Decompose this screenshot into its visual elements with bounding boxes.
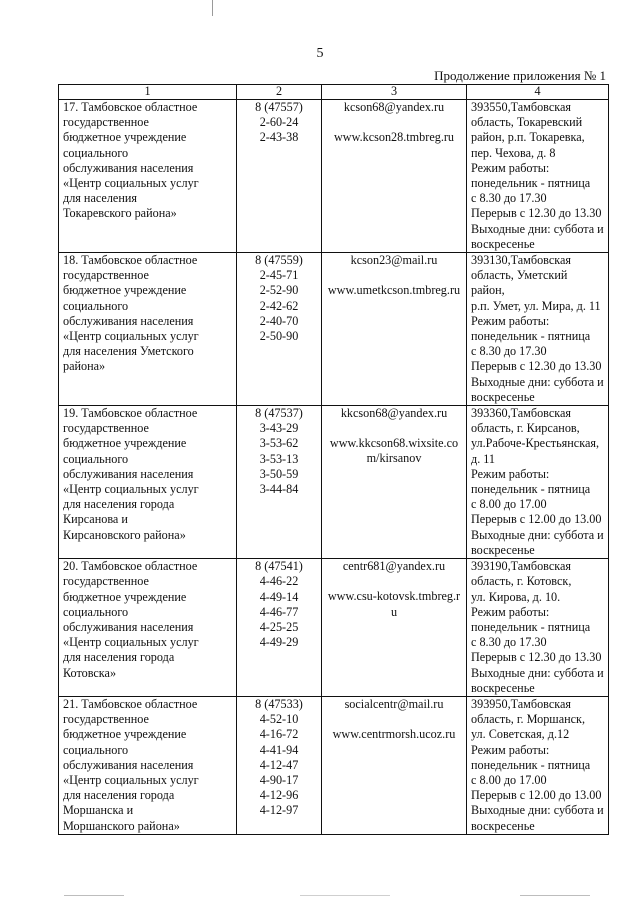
- institution-name-line: социального: [63, 604, 129, 619]
- address-line: Перерыв с 12.30 до 13.30: [471, 650, 602, 665]
- table-row: [59, 100, 609, 253]
- phone-number: 4-52-10: [259, 712, 299, 727]
- phone-number: 8 (47559): [255, 253, 303, 268]
- phone-number: 8 (47537): [255, 406, 303, 421]
- column-header-3: 3: [322, 85, 467, 100]
- institution-name-line: бюджетное учреждение: [63, 436, 187, 451]
- address-line: 393950,Тамбовская: [471, 696, 572, 711]
- address-line: область, Уметский район,: [471, 268, 568, 298]
- institution-name-line: 17. Тамбовское областное: [63, 100, 198, 114]
- phone-number: 4-12-97: [259, 803, 299, 818]
- table-row: [59, 406, 609, 559]
- address-line: Перерыв с 12.00 до 13.00: [471, 512, 602, 527]
- scan-artifact-mark: [520, 895, 590, 896]
- institution-name-line: «Центр социальных услуг: [63, 176, 199, 191]
- institution-name-line: государственное: [63, 421, 149, 436]
- spacer: [326, 712, 462, 727]
- phone-cell: [237, 559, 322, 697]
- address-line: область, Токаревский: [471, 115, 583, 130]
- institution-name-line: бюджетное учреждение: [63, 130, 187, 145]
- institution-name-cell: [59, 406, 237, 559]
- address-line: Выходные дни: суббота и: [471, 527, 604, 542]
- institution-name-line: 18. Тамбовское областное: [63, 253, 198, 268]
- institution-name-line: государственное: [63, 115, 149, 130]
- address-line: Перерыв с 12.00 до 13.00: [471, 788, 602, 803]
- institution-name-line: Моршанска и: [63, 803, 134, 818]
- spacer: [326, 268, 462, 283]
- institution-name-line: государственное: [63, 712, 149, 727]
- phone-number: 2-40-70: [259, 313, 299, 328]
- address-line: воскресенье: [471, 236, 535, 251]
- institution-name-line: социального: [63, 451, 129, 466]
- address-line: Режим работы:: [471, 313, 550, 328]
- address-schedule-cell: [467, 406, 609, 559]
- institution-name-cell: [59, 100, 237, 253]
- phone-number: 4-41-94: [259, 742, 299, 757]
- phone-number: 2-50-90: [259, 329, 299, 344]
- website-url: www.kkcson68.wixsite.com/kirsanov: [329, 436, 459, 466]
- phone-number: 3-50-59: [259, 466, 299, 481]
- address-line: Выходные дни: суббота и: [471, 665, 604, 680]
- address-line: р.п. Умет, ул. Мира, д. 11: [471, 298, 601, 313]
- institution-name-cell: [59, 696, 237, 834]
- address-line: воскресенье: [471, 818, 535, 833]
- page-number: 5: [316, 46, 324, 61]
- institution-name-line: Кирсанова и: [63, 512, 128, 527]
- institution-name-line: обслуживания населения: [63, 619, 194, 634]
- address-line: Выходные дни: суббота и: [471, 221, 604, 236]
- institution-name-line: для населения города: [63, 650, 175, 665]
- address-line: понедельник - пятница: [471, 757, 591, 772]
- website-url: www.csu-kotovsk.tmbreg.ru: [327, 589, 461, 619]
- phone-number: 4-46-22: [259, 574, 299, 589]
- phone-number: 2-43-38: [259, 130, 299, 145]
- institution-name-line: «Центр социальных услуг: [63, 329, 199, 344]
- phone-number: 4-49-29: [259, 635, 299, 650]
- email-address: kcson23@mail.ru: [350, 253, 438, 268]
- institution-name-line: «Центр социальных услуг: [63, 635, 199, 650]
- institution-name-line: социального: [63, 298, 129, 313]
- phone-number: 4-16-72: [259, 727, 299, 742]
- address-line: воскресенье: [471, 680, 535, 695]
- email-address: socialcentr@mail.ru: [344, 696, 444, 711]
- institution-name-line: Кирсановского района»: [63, 527, 186, 542]
- address-line: понедельник - пятница: [471, 176, 591, 191]
- address-line: область, г. Котовск,: [471, 574, 572, 589]
- institution-name-line: социального: [63, 145, 129, 160]
- contacts-cell: [322, 559, 467, 697]
- column-header-1: 1: [59, 85, 237, 100]
- institution-name-line: для населения города: [63, 497, 175, 512]
- email-address: kkcson68@yandex.ru: [340, 406, 448, 421]
- email-address: centr681@yandex.ru: [342, 559, 446, 574]
- table-row: [59, 696, 609, 834]
- phone-number: 4-49-14: [259, 589, 299, 604]
- phone-number: 8 (47557): [255, 100, 303, 114]
- institution-name-line: обслуживания населения: [63, 757, 194, 772]
- address-line: воскресенье: [471, 542, 535, 557]
- column-header-4: 4: [467, 85, 609, 100]
- institution-name-line: 21. Тамбовское областное: [63, 696, 198, 711]
- address-line: понедельник - пятница: [471, 482, 591, 497]
- address-line: д. 11: [471, 451, 496, 466]
- institution-name-line: 19. Тамбовское областное: [63, 406, 198, 421]
- institution-name-line: социального: [63, 742, 129, 757]
- address-line: 393360,Тамбовская: [471, 406, 572, 421]
- contacts-cell: [322, 406, 467, 559]
- contacts-cell: [322, 100, 467, 253]
- institution-name-line: для населения города: [63, 788, 175, 803]
- phone-number: 2-45-71: [259, 268, 299, 283]
- phone-number: 3-53-62: [259, 436, 299, 451]
- address-line: Режим работы:: [471, 604, 550, 619]
- address-line: Выходные дни: суббота и: [471, 374, 604, 389]
- phone-number: 4-25-25: [259, 619, 299, 634]
- address-schedule-cell: [467, 253, 609, 406]
- address-line: ул. Кирова, д. 10.: [471, 589, 561, 604]
- phone-number: 4-12-96: [259, 788, 299, 803]
- phone-cell: [237, 696, 322, 834]
- institution-name-line: обслуживания населения: [63, 466, 194, 481]
- scan-artifact-mark: [300, 895, 390, 896]
- table-row: [59, 253, 609, 406]
- scan-artifact-bottom: [0, 895, 640, 897]
- institution-name-line: бюджетное учреждение: [63, 727, 187, 742]
- scan-artifact-line: [212, 0, 213, 16]
- phone-number: 3-53-13: [259, 451, 299, 466]
- phone-number: 4-90-17: [259, 772, 299, 787]
- address-line: понедельник - пятница: [471, 619, 591, 634]
- institution-name-cell: [59, 253, 237, 406]
- scan-artifact-mark: [64, 895, 124, 896]
- institution-name-line: 20. Тамбовское областное: [63, 559, 198, 574]
- contacts-cell: [322, 696, 467, 834]
- phone-cell: [237, 100, 322, 253]
- address-line: область, г. Моршанск,: [471, 712, 585, 727]
- spacer: [326, 574, 462, 589]
- phone-number: 8 (47541): [255, 559, 303, 574]
- website-url: www.centrmorsh.ucoz.ru: [332, 727, 456, 742]
- phone-cell: [237, 406, 322, 559]
- address-line: район, р.п. Токаревка,: [471, 130, 585, 145]
- address-line: ул.Рабоче-Крестьянская,: [471, 436, 600, 451]
- institution-name-line: обслуживания населения: [63, 160, 194, 175]
- column-header-2: 2: [237, 85, 322, 100]
- spacer: [326, 115, 462, 130]
- website-url: www.kcson28.tmbreg.ru: [333, 130, 455, 145]
- address-line: понедельник - пятница: [471, 329, 591, 344]
- institution-name-cell: [59, 559, 237, 697]
- address-line: 393130,Тамбовская: [471, 253, 572, 268]
- phone-number: 2-52-90: [259, 283, 299, 298]
- address-line: пер. Чехова, д. 8: [471, 145, 556, 160]
- phone-number: 2-42-62: [259, 298, 299, 313]
- email-address: kcson68@yandex.ru: [343, 100, 445, 114]
- address-line: Режим работы:: [471, 466, 550, 481]
- institution-name-line: государственное: [63, 574, 149, 589]
- continuation-caption: Продолжение приложения № 1: [434, 68, 606, 83]
- address-line: Режим работы:: [471, 742, 550, 757]
- address-schedule-cell: [467, 100, 609, 253]
- address-line: Перерыв с 12.30 до 13.30: [471, 206, 602, 221]
- institution-name-line: бюджетное учреждение: [63, 283, 187, 298]
- institution-name-line: бюджетное учреждение: [63, 589, 187, 604]
- address-line: с 8.00 до 17.00: [471, 772, 547, 787]
- address-line: с 8.30 до 17.30: [471, 191, 547, 206]
- institutions-table: [58, 84, 609, 835]
- address-line: с 8.30 до 17.30: [471, 635, 547, 650]
- website-url: www.umetkcson.tmbreg.ru: [327, 283, 461, 298]
- address-line: 393190,Тамбовская: [471, 559, 572, 574]
- address-line: Выходные дни: суббота и: [471, 803, 604, 818]
- table-header-row: [59, 85, 609, 100]
- address-schedule-cell: [467, 696, 609, 834]
- address-line: с 8.00 до 17.00: [471, 497, 547, 512]
- institution-name-line: государственное: [63, 268, 149, 283]
- spacer: [326, 421, 462, 436]
- address-line: 393550,Тамбовская: [471, 100, 572, 114]
- phone-number: 3-44-84: [259, 482, 299, 497]
- phone-number: 3-43-29: [259, 421, 299, 436]
- institution-name-line: Моршанского района»: [63, 818, 180, 833]
- institution-name-line: для населения Уметского: [63, 344, 194, 359]
- institution-name-line: района»: [63, 359, 106, 374]
- institution-name-line: «Центр социальных услуг: [63, 482, 199, 497]
- address-line: Режим работы:: [471, 160, 550, 175]
- phone-cell: [237, 253, 322, 406]
- table-row: [59, 559, 609, 697]
- phone-number: 8 (47533): [255, 696, 303, 711]
- address-line: Перерыв с 12.30 до 13.30: [471, 359, 602, 374]
- institution-name-line: «Центр социальных услуг: [63, 772, 199, 787]
- institution-name-line: для населения: [63, 191, 137, 206]
- institution-name-line: Токаревского района»: [63, 206, 177, 221]
- address-schedule-cell: [467, 559, 609, 697]
- address-line: область, г. Кирсанов,: [471, 421, 580, 436]
- phone-number: 4-12-47: [259, 757, 299, 772]
- institution-name-line: обслуживания населения: [63, 313, 194, 328]
- contacts-cell: [322, 253, 467, 406]
- table-body: [59, 100, 609, 835]
- phone-number: 4-46-77: [259, 604, 299, 619]
- phone-number: 2-60-24: [259, 115, 299, 130]
- institution-name-line: Котовска»: [63, 665, 117, 680]
- address-line: воскресенье: [471, 389, 535, 404]
- address-line: ул. Советская, д.12: [471, 727, 570, 742]
- address-line: с 8.30 до 17.30: [471, 344, 547, 359]
